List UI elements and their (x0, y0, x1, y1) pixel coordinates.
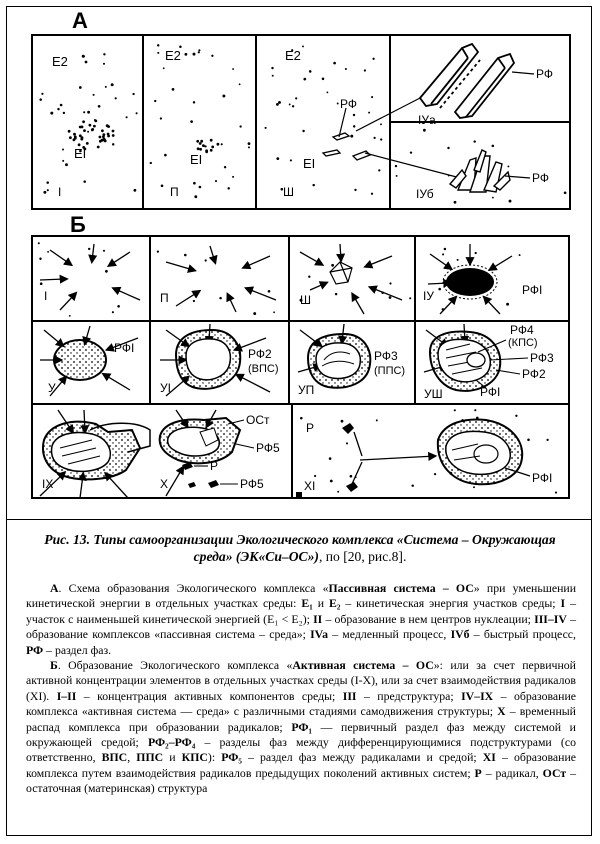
b-panel-x-rf5-top: РФ5 (256, 441, 280, 455)
text-run: E₂ (328, 596, 341, 611)
text-run: ВПС (101, 750, 128, 765)
b-panel-viii-body (430, 332, 500, 391)
text-run: – раздел фаз. (43, 642, 112, 657)
b-panel-vi-rf: РФ2 (248, 347, 272, 361)
text-run: и (163, 750, 182, 765)
paragraph-a (26, 581, 576, 658)
b-panel-viii-rf1: РФI (480, 385, 501, 399)
text-run: РФ (26, 642, 44, 657)
text-run: I–II (56, 688, 77, 703)
text-run: . Образование Экологического комплекса « (57, 658, 293, 673)
caption-body (26, 581, 576, 797)
b-panel-vi-note: (ВПС) (248, 363, 279, 375)
text-run: – остаточная (материнская) структура (26, 765, 576, 796)
a-panel-iii-crystals (323, 133, 370, 160)
text-run: »: или за счет первичной активной концентрации элементов в отдельных участках среды (I-X), или за счет взаимодействия радикалов (XI). (26, 658, 576, 703)
b-panel-v-rf: РФI (114, 341, 135, 355)
b-panel-iv-rf: РФI (522, 283, 543, 297)
b-panel-x-label: X (160, 477, 169, 491)
text-run: » при уменьшении кинетической энергии в отдельных участках среды: (26, 581, 577, 611)
b-panel-iii-label: Ш (300, 293, 311, 307)
paragraph-b (26, 658, 576, 797)
a-panel-i-e1: EI (74, 146, 87, 161)
text-run: – образование комплексов «пассивная система – среда»; (26, 611, 576, 642)
b-panel-ix-label: IX (42, 477, 54, 491)
b-panel-vii-body (308, 334, 370, 388)
section-a-letter: А (72, 8, 88, 33)
a-panel-iii-e1: EI (303, 156, 316, 171)
b-panel-x-ost: ОСт (246, 413, 270, 427)
section-b-letter: Б (70, 212, 86, 237)
a-panel-ivb-label: IУб (416, 187, 434, 201)
a-panel-ii-label: П (170, 185, 179, 199)
b-panel-viii-rf2: РФ2 (522, 367, 546, 381)
b-panel-vi-body (176, 330, 240, 389)
b-panel-viii-label: УШ (424, 387, 443, 401)
text-run: Активная система – ОС (292, 658, 434, 673)
text-run: – временный распад комплекса при образовании радикалов; (26, 704, 576, 734)
text-run: – радикал, (481, 765, 543, 780)
text-run: XI (482, 750, 496, 765)
a-panel-iii-pointers (339, 80, 468, 180)
text-run: РФ₂–РФ₄ (148, 735, 196, 750)
text-run: . Схема образования Экологического комплекса « (58, 581, 329, 595)
text-run: Р (474, 765, 482, 780)
text-run: – концентрация активных компонентов среды; (76, 688, 343, 703)
text-run: – раздел фаз между радикалами и средой; (241, 750, 483, 765)
b-panel-xi-rf: РФI (532, 471, 553, 485)
a-panel-iii-label: Ш (283, 185, 294, 199)
text-run: КПС (181, 750, 208, 765)
b-panel-i-label: I (44, 289, 48, 303)
b-panel-iv-nucleus (446, 268, 494, 296)
a-panel-ivb-rf: РФ (532, 171, 549, 185)
text-run: II (313, 611, 323, 626)
b-panel-iv-label: IУ (423, 289, 434, 303)
text-run: – образование комплекса «активная система — среда» с различными стадиями самодвижения структуры; (26, 688, 576, 719)
text-run: – быстрый процесс, (469, 627, 576, 642)
b-panel-v-body (54, 340, 106, 380)
text-run: IVб (450, 627, 470, 642)
text-run: ОСт (542, 765, 567, 780)
text-run: III–IV (534, 611, 567, 626)
a-panel-ii-e2: E2 (165, 48, 181, 63)
b-panel-viii-rf3: РФ3 (530, 351, 554, 365)
text-run: , (127, 750, 137, 765)
text-run: IV–IX (461, 688, 494, 703)
figure-text-divider (6, 519, 592, 520)
a-panel-iva-pointer (512, 72, 534, 74)
a-panel-iva-label: IУа (418, 113, 436, 127)
text-run: I (560, 596, 566, 611)
b-panel-vi-label: УI (160, 381, 171, 395)
b-panel-xi-label: XI (304, 479, 316, 493)
a-panel-ii-e1: EI (190, 152, 203, 167)
caption-title: Рис. 13. Типы самоорганизации Экологического комплекса «Система – Окружающая среда» (ЭК«Си–ОС») (44, 532, 556, 564)
text-run: А (50, 581, 59, 595)
text-run: E₁ (301, 596, 313, 611)
text-run: – образование в нем центров нуклеации; (322, 611, 535, 626)
figure-caption (26, 531, 574, 565)
b-panel-vii-rf: РФ3 (374, 349, 398, 363)
a-panel-ivb-cluster (450, 150, 510, 192)
text-run: – образование комплекса путем взаимодействия радикалов предыдущих поколений активных систем; (26, 750, 576, 780)
text-run: ППС (136, 750, 164, 765)
b-panel-vii-label: УП (298, 383, 315, 397)
text-run: IVa (310, 627, 329, 642)
text-run: ): (207, 750, 222, 765)
b-panel-ii-label: П (160, 291, 169, 305)
a-panel-iii-rf: РФ (340, 97, 357, 111)
b-panel-vii-note: (ППС) (374, 365, 406, 377)
b-panel-x-radical: Р (210, 459, 219, 473)
text-run: Пассивная система – ОС (328, 581, 474, 595)
text-run: и (312, 596, 329, 611)
b-panel-x-body (160, 418, 240, 488)
b-panel-x-rf5-bottom: РФ5 (240, 477, 264, 491)
text-run: – кинетическая энергия участков среды; (340, 596, 561, 611)
text-run: – участок с наименьшей кинетической энергией (E₁ < E₂); (26, 596, 576, 626)
a-panel-iii-e2: E2 (285, 48, 301, 63)
b-panel-xi-radical: Р (306, 421, 315, 435)
a-panel-iva-crystals (420, 44, 514, 118)
text-run: – разделы фаз между дифференцирующимися подструктурами (со ответственно, (26, 735, 576, 765)
b-panel-ix-body (43, 422, 150, 480)
a-panel-iva-rf: РФ (536, 67, 553, 81)
a-panel-i-e2: E2 (52, 54, 68, 69)
b-panel-viii-kps: (КПС) (508, 337, 538, 349)
text-run: РФ₁ (291, 719, 312, 734)
caption-source: , по [20, рис.8]. (318, 549, 407, 564)
text-run: РФ₅ (221, 750, 242, 765)
text-run: — первичный раздел фаз между системой и окружающей средой; (26, 719, 576, 750)
a-panel-i-label: I (58, 185, 62, 199)
b-panel-v-label: У (48, 381, 56, 395)
text-run: III (342, 688, 357, 703)
text-run: – предструктура; (356, 688, 462, 703)
text-run: X (497, 704, 506, 719)
b-panel-viii-rf4: РФ4 (510, 323, 534, 337)
text-run: Б (50, 658, 58, 673)
text-run: – медленный процесс, (328, 627, 451, 642)
figure-marker (296, 492, 302, 498)
